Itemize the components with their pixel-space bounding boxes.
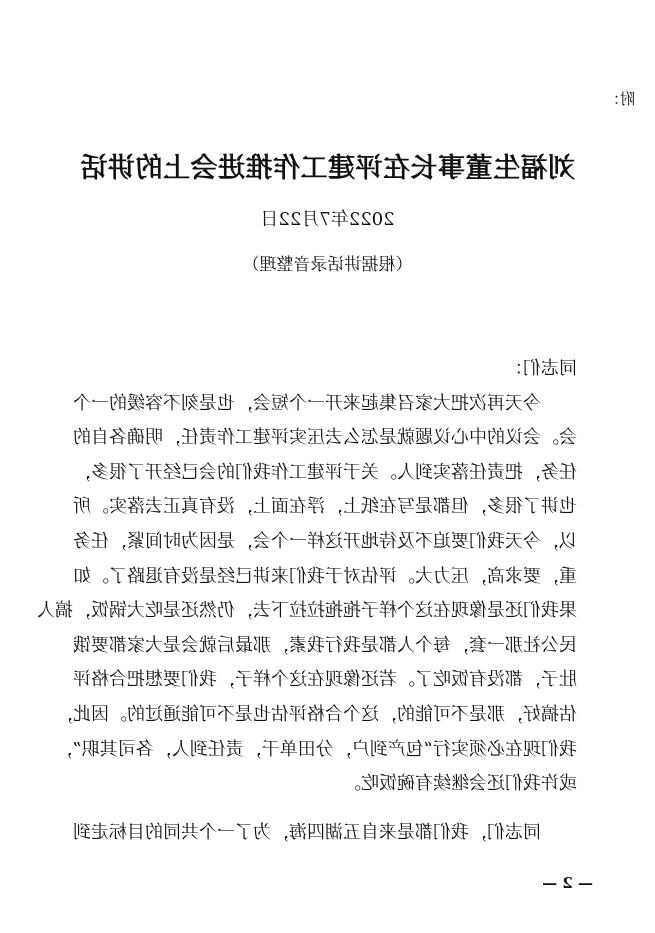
body-line: 以，今天我们要迫不及待地开这样一个会，是因为时间紧，任务 <box>73 530 577 552</box>
body-line: 会。会议的中心议题就是怎么去压实评建工作责任，明确各自的 <box>73 427 577 449</box>
paragraph-gap <box>77 802 577 816</box>
body-line: 任务，把责任落实到人。关于评建工作我们的会已经开了很多， <box>73 461 577 483</box>
speech-body <box>37 352 577 850</box>
body-line: 或许我们还会继续有碗饭吃。 <box>343 773 577 795</box>
speech-date: 2022年7月22日 <box>260 209 395 230</box>
page-title: 刘福生董事长在评建工作推进会上的讲话 <box>80 153 575 184</box>
body-line: 也讲了很多，但都是写在纸上，浮在面上，没有真正去落实。所 <box>73 496 577 518</box>
body-line: 果我们还是像现在这个样子拖拖拉拉下去，仍然还是吃大锅饭，搞人 <box>37 600 577 622</box>
page-number: — 2 — <box>542 874 593 892</box>
body-line: 我们现在必须实行“包产到户，分田单干，责任到人，各司其职”， <box>54 738 577 760</box>
salutation-line: 同志们： <box>505 358 577 379</box>
body-line: 民公社那一套，每个人都是我行我素，那最后就会是大家都要饿 <box>73 634 577 656</box>
annex-label: 附： <box>604 90 635 108</box>
body-line: 同志们，我们都是来自五湖四海，为了一个共同的目标走到 <box>73 821 541 843</box>
body-line: 重，要求高，压力大。评估对于我们来讲已经是没有退路了。如 <box>73 565 577 587</box>
body-line: 估搞好，那是不可能的，这个合格评估也是不可能通过的。因此， <box>55 703 577 725</box>
body-line: 今天再次把大家召集起来开一个短会，也是刻不容缓的一个 <box>73 392 541 414</box>
transcription-note: （根据讲话录音整理） <box>242 255 413 275</box>
body-line: 肚子，都没有饭吃了。若还像现在这个样子，我们要想把合格评 <box>73 669 577 691</box>
